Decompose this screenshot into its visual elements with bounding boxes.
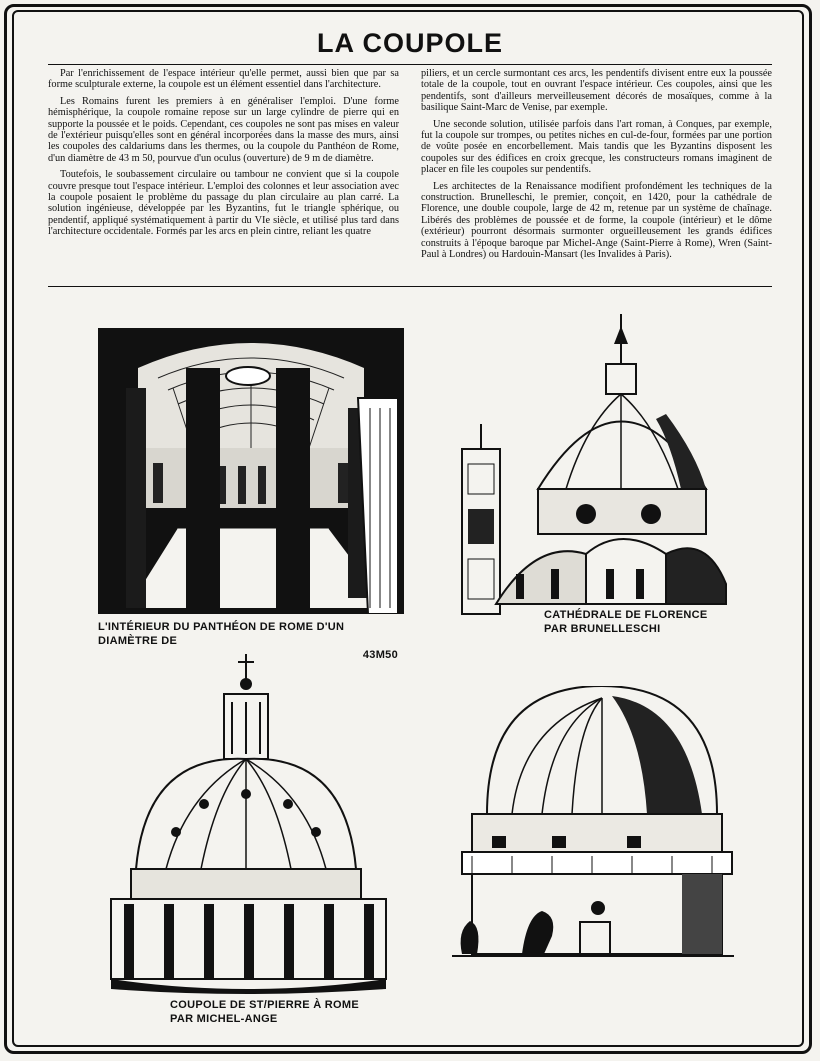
article-column-1 [48, 68, 399, 284]
pantheon-illustration [98, 328, 404, 614]
florence-caption [544, 608, 724, 636]
paragraph: Une seconde solution, utilisée parfois dans l'art roman, à Conques, par exemple, fut la coupole sur trompes, ou petites niches en cul-de-four, formées par une portion de voûte posée en encorbellement. Mais tandis que les Byzantins disposent les coupoles sur des édifices en croix grecque, les constructeurs romans imaginent de placer en file les coupoles sur pendentifs. [421, 118, 772, 176]
paragraph: Toutefois, le soubassement circulaire ou tambour ne convient que si la coupole couvre presque tout l'espace intérieur. L'emploi des colonnes et leur association avec la coupole posaient le problème du passage du plan circulaire au plan carré. La solution ingénieuse, développée par les Byzantins, fut le triangle sphérique, ou pendentif, appliqué systématiquement à partir du VIe siècle, et utilisé plus tard dans l'architecture occidentale. Formés par les arcs en plein cintre, reliant les quatre [48, 169, 399, 238]
caption-line: PAR MICHEL-ANGE [170, 1013, 278, 1025]
caption-line: L'INTÉRIEUR DU PANTHÉON DE ROME D'UN DIAMÈTRE DE [98, 621, 345, 647]
bottom-rule [48, 286, 772, 287]
caption-line: 43M50 [362, 649, 398, 661]
page-title: LA COUPOLE [316, 28, 503, 58]
paragraph: Par l'enrichissement de l'espace intérieur qu'elle permet, aussi bien que par sa forme sculpturale externe, la coupole est un élément essentiel dans l'architecture. [48, 68, 399, 91]
caption-line: PAR BRUNELLESCHI [544, 623, 661, 635]
st-peter-dome-illustration [106, 654, 390, 996]
article-column-2 [421, 68, 772, 284]
paragraph: piliers, et un cercle surmontant ces arcs, les pendentifs divisent entre eux la poussée totale de la coupole, tout en ouvrant l'espace intérieur. Ces coupoles, ainsi que les pendentifs, sont d'ailleurs merveilleusement décorés de mosaïques, comme à la basilique Saint-Marc de Venise, par exemple. [421, 68, 772, 114]
caption-line: CATHÉDRALE DE FLORENCE [544, 609, 708, 621]
florence-cathedral-illustration [456, 304, 736, 616]
top-rule [48, 64, 772, 65]
paragraph: Les Romains furent les premiers à en généraliser l'emploi. D'une forme hémisphérique, la coupole romaine repose sur un large cylindre de pierre qui en supporte la poussée et le poids. Cependant, ces coupoles ne sont pas mises en valeur de l'extérieur puisqu'elles sont en général incorporées dans la masse des murs, ainsi les coupoles des caldariums dans les thermes, ou la coupole du Panthéon de Rome, d'un diamètre de 43 m 50, pourvue d'un oculus (ouverture) de 9 m de diamètre. [48, 95, 399, 164]
caption-line: COUPOLE DE ST/PIERRE À ROME [170, 999, 360, 1011]
st-peter-caption [170, 998, 390, 1026]
observatory-illustration [452, 686, 734, 970]
article-body [48, 68, 772, 284]
paragraph: Les architectes de la Renaissance modifient profondément les techniques de la construction. Brunelleschi, le premier, conçoit, en 1420, pour la cathédrale de Florence, une double coupole, large de 42 m, retenue par un système de chaînage. Libérés des problèmes de poussée et de forme, la coupole (intérieur) et le dôme (extérieur) pourront désormais surmonter orgueilleusement les grands édifices construits à l'époque baroque par Michel-Ange (Saint-Pierre à Rome), Wren (Saint-Paul à Londres) ou Hardouin-Mansart (les Invalides à Paris). [421, 180, 772, 261]
